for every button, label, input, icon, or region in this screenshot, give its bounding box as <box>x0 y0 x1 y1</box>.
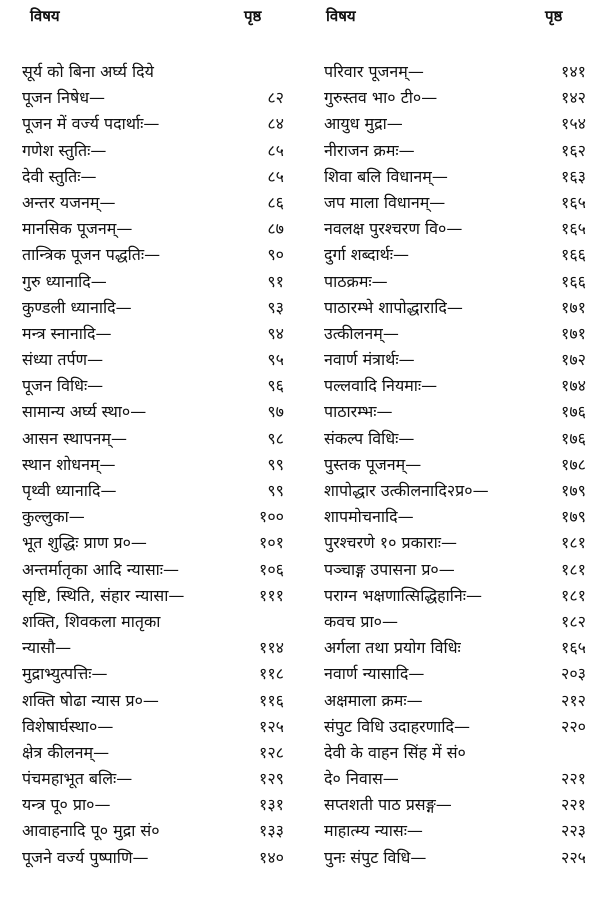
toc-entry-title: नीराजन क्रमः— <box>324 140 415 160</box>
toc-entry <box>324 190 586 216</box>
toc-entry <box>324 85 586 111</box>
toc-entry <box>324 269 586 295</box>
toc-entry <box>324 845 586 871</box>
toc-entry-page-number: १८२ <box>561 611 586 631</box>
toc-entry <box>324 478 586 504</box>
toc-entry <box>22 609 292 635</box>
toc-entry-title: भूत शुद्धिः प्राण प्र०— <box>22 533 147 553</box>
toc-entry-title: तान्त्रिक पूजन पद्धतिः— <box>22 245 161 265</box>
toc-entry <box>324 792 586 818</box>
toc-entry-page-number: १७४ <box>561 376 586 396</box>
toc-entry <box>324 635 586 661</box>
toc-entry-page-number: ८७ <box>267 219 284 239</box>
toc-entry-title: अर्गला तथा प्रयोग विधिः <box>324 638 461 658</box>
toc-entry-page-number: ११४ <box>259 638 284 658</box>
toc-entry-title: पंचमहाभूत बलिः— <box>22 769 133 789</box>
toc-entry-page-number: ९९ <box>267 454 284 474</box>
toc-entry-page-number: १२५ <box>259 716 284 736</box>
toc-entry-title: न्यासौ— <box>22 638 72 658</box>
toc-entry <box>22 557 292 583</box>
toc-entry <box>22 242 292 268</box>
toc-entry <box>324 59 586 85</box>
toc-entry-title: कुण्डली ध्यानादि— <box>22 297 132 317</box>
toc-entry-title: पूजन विधिः— <box>22 376 104 396</box>
toc-entry <box>22 635 292 661</box>
toc-entry-page-number: ९३ <box>267 297 284 317</box>
toc-entry-title: देवी स्तुतिः— <box>22 166 97 186</box>
toc-entry <box>22 530 292 556</box>
toc-entry-title: गुरुस्तव भा० टी०— <box>324 88 438 108</box>
toc-entry <box>22 111 292 137</box>
toc-entry <box>324 373 586 399</box>
toc-entry-title: पुरश्चरणे १० प्रकाराः— <box>324 533 457 553</box>
toc-entry-title: आयुध मुद्रा— <box>324 114 403 134</box>
toc-entry <box>22 818 292 844</box>
toc-entry <box>22 792 292 818</box>
toc-entry-title: उत्कीलनम्— <box>324 323 399 343</box>
toc-entry-title: क्षेत्र कीलनम्— <box>22 742 110 762</box>
toc-entry-page-number: १७९ <box>561 507 586 527</box>
toc-entry-title: माहात्म्य न्यासः— <box>324 821 423 841</box>
toc-entry-page-number: २०३ <box>561 664 586 684</box>
toc-entry <box>22 661 292 687</box>
toc-entry <box>22 321 292 347</box>
toc-entry <box>22 85 292 111</box>
toc-entry-page-number: १७२ <box>561 350 586 370</box>
toc-entry-title: नवलक्ष पुरश्चरण वि०— <box>324 219 463 239</box>
toc-entry <box>324 426 586 452</box>
toc-entry-page-number: ९६ <box>267 376 284 396</box>
toc-entry-title: पाठारम्भः— <box>324 402 393 422</box>
toc-entry-title: पूजन में वर्ज्य पदार्थाः— <box>22 114 160 134</box>
toc-entry <box>22 688 292 714</box>
toc-entry-title: कवच प्रा०— <box>324 611 398 631</box>
toc-entry-page-number: ९१ <box>267 271 284 291</box>
toc-entry-page-number: १८१ <box>561 585 586 605</box>
toc-entry-title: गुरु ध्यानादि— <box>22 271 107 291</box>
toc-entry-title: सूर्य को बिना अर्घ्य दिये <box>22 62 154 81</box>
toc-entry-title: स्थान शोधनम्— <box>22 454 116 474</box>
toc-entry-page-number: ९४ <box>267 323 284 343</box>
toc-entry-page-number: ९७ <box>267 402 284 422</box>
toc-entry <box>22 269 292 295</box>
toc-entry-page-number: १२८ <box>259 742 284 762</box>
toc-entry-page-number: १६५ <box>561 219 586 239</box>
toc-entry <box>22 190 292 216</box>
toc-entry-title: संकल्प विधिः— <box>324 428 415 448</box>
toc-entry-page-number: ८६ <box>267 192 284 212</box>
toc-entry-title: पूजन निषेध— <box>22 88 106 108</box>
toc-entry <box>324 164 586 190</box>
toc-entry-page-number: ९८ <box>267 428 284 448</box>
toc-entry <box>22 399 292 425</box>
toc-entry-page-number: १६५ <box>561 638 586 658</box>
toc-entry <box>324 321 586 347</box>
toc-entry-title: शिवा बलि विधानम्— <box>324 166 448 186</box>
toc-entry-title: नवार्ण मंत्रार्थः— <box>324 350 415 370</box>
toc-entry-page-number: १८१ <box>561 559 586 579</box>
toc-entry <box>324 609 586 635</box>
toc-entry <box>324 766 586 792</box>
toc-entry <box>324 347 586 373</box>
toc-entry-page-number: ९५ <box>267 350 284 370</box>
toc-entry-page-number: ११८ <box>259 664 284 684</box>
toc-entry-title: सामान्य अर्घ्य स्था०— <box>22 402 147 422</box>
toc-entry <box>22 347 292 373</box>
toc-entry-title: संध्या तर्पण— <box>22 350 104 370</box>
toc-entry-page-number: १६६ <box>561 245 586 265</box>
toc-entry-title: आवाहनादि पू० मुद्रा सं० <box>22 821 160 841</box>
toc-entry-page-number: १०१ <box>259 533 284 553</box>
toc-entry-title: शक्ति षोढा न्यास प्र०— <box>22 690 159 710</box>
toc-entry <box>324 557 586 583</box>
toc-entry-page-number: १७९ <box>561 481 586 500</box>
toc-entry <box>22 766 292 792</box>
toc-entry-page-number: ८४ <box>267 114 284 134</box>
toc-entry <box>324 818 586 844</box>
toc-entry-page-number: १७१ <box>561 297 586 317</box>
toc-entry-title: जप माला विधानम्— <box>324 192 446 212</box>
toc-entry-page-number: ८५ <box>267 140 284 160</box>
toc-entry-page-number: १६२ <box>561 140 586 160</box>
toc-entry-page-number: १३१ <box>259 795 284 815</box>
toc-entry <box>324 504 586 530</box>
toc-entry <box>22 426 292 452</box>
toc-entry <box>324 452 586 478</box>
toc-entry-title: अन्तर यजनम्— <box>22 192 116 212</box>
toc-entry-title: पुनः संपुट विधि— <box>324 847 427 867</box>
toc-entry-page-number: ८५ <box>267 166 284 186</box>
toc-entry-title: मानसिक पूजनम्— <box>22 219 133 239</box>
toc-entry <box>22 740 292 766</box>
toc-entry-page-number: १३३ <box>259 821 284 841</box>
toc-entry-title: मन्त्र स्नानादि— <box>22 323 112 343</box>
toc-entry-title: पल्लवादि नियमाः— <box>324 376 438 396</box>
right-subject-header: विषय <box>326 7 356 25</box>
toc-entry-page-number: ८२ <box>267 88 284 108</box>
toc-entry <box>22 504 292 530</box>
right-contents-column <box>324 59 586 871</box>
toc-entry-page-number: १६३ <box>561 166 586 186</box>
toc-entry-title: दुर्गा शब्दार्थः— <box>324 245 410 265</box>
toc-entry <box>22 452 292 478</box>
toc-entry-page-number: १४१ <box>561 62 586 81</box>
toc-entry <box>324 295 586 321</box>
toc-entry-title: कुल्लुका— <box>22 507 85 527</box>
toc-entry <box>324 583 586 609</box>
toc-entry-page-number: १७६ <box>561 428 586 448</box>
toc-entry-title: पराग्न भक्षणात्सिद्धिहानिः— <box>324 585 483 605</box>
toc-entry <box>324 399 586 425</box>
toc-entry <box>22 216 292 242</box>
toc-entry-page-number: २२१ <box>561 769 586 789</box>
toc-entry-title: आसन स्थापनम्— <box>22 428 127 448</box>
toc-entry <box>22 373 292 399</box>
toc-entry <box>324 242 586 268</box>
toc-entry-title: गणेश स्तुतिः— <box>22 140 107 160</box>
toc-entry-page-number: १२९ <box>259 769 284 789</box>
toc-entry-page-number: १६६ <box>561 271 586 291</box>
toc-entry-title: पुस्तक पूजनम्— <box>324 454 422 474</box>
toc-entry <box>324 714 586 740</box>
toc-entry-title: देवी के वाहन सिंह में सं० <box>324 742 466 762</box>
toc-entry <box>324 111 586 137</box>
left-contents-column <box>22 59 292 871</box>
right-page-header: पृष्ठ <box>545 7 563 25</box>
toc-entry-title: पञ्चाङ्ग उपासना प्र०— <box>324 559 455 579</box>
toc-entry-page-number: २२३ <box>561 821 586 841</box>
toc-entry-page-number: १०६ <box>259 559 284 579</box>
toc-entry-title: शापमोचनादि— <box>324 507 414 527</box>
toc-entry-title: पाठक्रमः— <box>324 271 388 291</box>
toc-entry-title: सृष्टि, स्थिति, संहार न्यासा— <box>22 585 185 605</box>
toc-entry <box>324 216 586 242</box>
left-page-header: पृष्ठ <box>244 7 262 25</box>
toc-entry <box>22 845 292 871</box>
toc-entry-title: विशेषार्घस्था०— <box>22 716 114 736</box>
toc-entry <box>324 740 586 766</box>
toc-entry-title: शापोद्धार उत्कीलनादि२प्र०— <box>324 481 489 500</box>
toc-entry-page-number: १७८ <box>561 454 586 474</box>
toc-entry <box>324 661 586 687</box>
toc-entry <box>22 583 292 609</box>
toc-entry-page-number: १११ <box>259 585 284 605</box>
left-subject-header: विषय <box>30 7 60 25</box>
toc-entry <box>22 138 292 164</box>
toc-entry <box>324 688 586 714</box>
toc-entry-title: दे० निवास— <box>324 769 399 789</box>
toc-entry-page-number: १६५ <box>561 192 586 212</box>
toc-entry-title: पूजने वर्ज्य पुष्पाणि— <box>22 847 149 867</box>
toc-entry-page-number: ९९ <box>267 481 284 500</box>
toc-entry-title: परिवार पूजनम्— <box>324 62 424 81</box>
toc-entry-page-number: ९० <box>267 245 284 265</box>
toc-entry <box>22 59 292 85</box>
toc-entry-page-number: १७१ <box>561 323 586 343</box>
toc-entry-page-number: १४० <box>259 847 284 867</box>
toc-entry-page-number: १७६ <box>561 402 586 422</box>
toc-entry-title: यन्त्र पू० प्रा०— <box>22 795 111 815</box>
toc-entry-title: अन्तर्मातृका आदि न्यासाः— <box>22 559 180 579</box>
toc-entry-title: अक्षमाला क्रमः— <box>324 690 423 710</box>
toc-entry <box>324 138 586 164</box>
toc-entry <box>22 164 292 190</box>
toc-entry-title: नवार्ण न्यासादि— <box>324 664 425 684</box>
toc-entry <box>22 295 292 321</box>
toc-entry-page-number: २२० <box>561 716 586 736</box>
toc-entry-title: सप्तशती पाठ प्रसङ्ग— <box>324 795 452 815</box>
toc-entry-title: मुद्राभ्युत्पत्तिः— <box>22 664 108 684</box>
toc-entry-page-number: २२५ <box>561 847 586 867</box>
toc-entry-page-number: १५४ <box>561 114 586 134</box>
toc-entry-page-number: १०० <box>259 507 284 527</box>
toc-entry-page-number: १८१ <box>561 533 586 553</box>
toc-entry-title: पाठारम्भे शापोद्धारादि— <box>324 297 463 317</box>
toc-entry-title: पृथ्वी ध्यानादि— <box>22 481 117 500</box>
toc-entry <box>324 530 586 556</box>
toc-entry <box>22 478 292 504</box>
toc-entry-title: संपुट विधि उदाहरणादि— <box>324 716 470 736</box>
toc-entry <box>22 714 292 740</box>
toc-entry-title: शक्ति, शिवकला मातृका <box>22 611 161 631</box>
toc-entry-page-number: १४२ <box>561 88 586 108</box>
toc-entry-page-number: ११६ <box>259 690 284 710</box>
toc-entry-page-number: २२१ <box>561 795 586 815</box>
toc-entry-page-number: २१२ <box>561 690 586 710</box>
